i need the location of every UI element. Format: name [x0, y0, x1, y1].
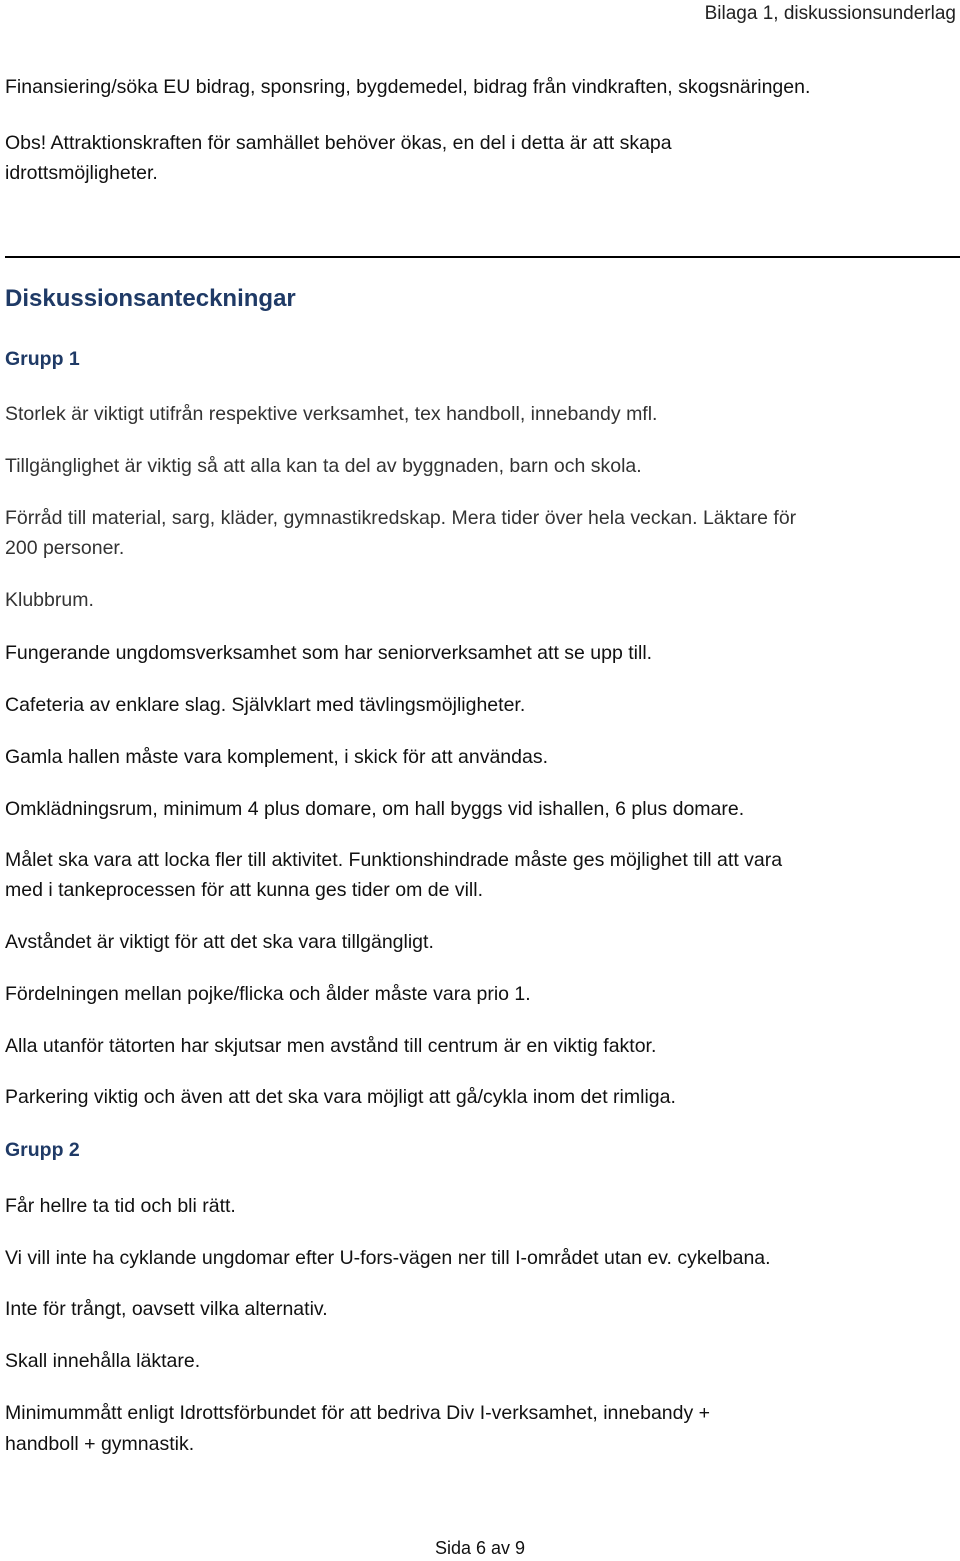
group1-note: Fungerande ungdomsverksamhet som har seniorverksamhet att se upp till. — [5, 642, 653, 664]
group1-note: Parkering viktig och även att det ska vara möjligt att gå/cykla inom det rimliga. — [5, 1086, 676, 1108]
group2-note: Inte för trångt, oavsett vilka alternativ. — [5, 1298, 328, 1320]
group1-note: Fördelningen mellan pojke/flicka och ålder måste vara prio 1. — [5, 983, 531, 1005]
notes-title: Diskussionsanteckningar — [5, 285, 296, 312]
group1-note: Gamla hallen måste vara komplement, i skick för att användas. — [5, 746, 548, 768]
intro-paragraph-attraction-line2: idrottsmöjligheter. — [5, 162, 158, 184]
section-divider — [5, 256, 960, 258]
group1-note: Tillgänglighet är viktig så att alla kan ta del av byggnaden, barn och skola. — [5, 455, 642, 477]
group2-note: Får hellre ta tid och bli rätt. — [5, 1195, 236, 1217]
group1-note: med i tankeprocessen för att kunna ges tider om de vill. — [5, 879, 483, 901]
page-number: Sida 6 av 9 — [434, 1538, 526, 1558]
group1-heading: Grupp 1 — [5, 348, 80, 370]
group2-note: Vi vill inte ha cyklande ungdomar efter U-fors-vägen ner till I-området utan ev. cykelbana. — [5, 1247, 771, 1269]
group1-note: Storlek är viktigt utifrån respektive verksamhet, tex handboll, innebandy mfl. — [5, 403, 658, 425]
group2-note: Minimummått enligt Idrottsförbundet för att bedriva Div I-verksamhet, innebandy + — [5, 1402, 711, 1424]
group1-note: Klubbrum. — [5, 589, 94, 611]
group1-note: Cafeteria av enklare slag. Självklart med tävlingsmöjligheter. — [5, 694, 526, 716]
intro-paragraph-attraction-line1: Obs! Attraktionskraften för samhället behöver ökas, en del i detta är att skapa — [5, 132, 672, 154]
group1-note: Alla utanför tätorten har skjutsar men avstånd till centrum är en viktig faktor. — [5, 1035, 657, 1057]
group1-note: Omklädningsrum, minimum 4 plus domare, om hall byggs vid ishallen, 6 plus domare. — [5, 798, 745, 820]
group1-note: Avståndet är viktigt för att det ska vara tillgängligt. — [5, 931, 434, 953]
group1-note: 200 personer. — [5, 537, 125, 559]
group2-note: handboll + gymnastik. — [5, 1433, 195, 1455]
group2-note: Skall innehålla läktare. — [5, 1350, 201, 1372]
page-header: Bilaga 1, diskussionsunderlag — [704, 3, 956, 24]
group2-heading: Grupp 2 — [5, 1139, 80, 1161]
intro-paragraph-funding: Finansiering/söka EU bidrag, sponsring, bygdemedel, bidrag från vindkraften, skogsnäringen. — [5, 76, 811, 98]
group1-note: Målet ska vara att locka fler till aktivitet. Funktionshindrade måste ges möjlighet till att vara — [5, 849, 783, 871]
group1-note: Förråd till material, sarg, kläder, gymnastikredskap. Mera tider över hela veckan. Läktare för — [5, 507, 797, 529]
